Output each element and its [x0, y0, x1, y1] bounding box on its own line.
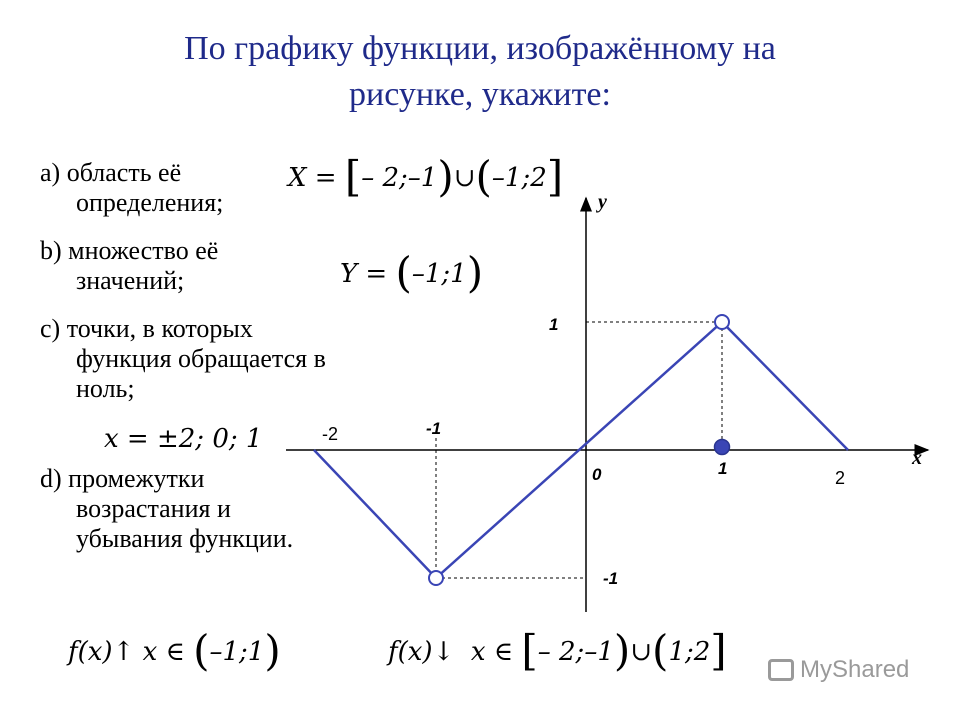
myshared-logo-icon: [768, 659, 794, 681]
item-d-line-2: возрастания и: [76, 494, 231, 523]
range-body: –1;1: [411, 259, 467, 289]
domain-right-paren-1: ): [437, 152, 454, 201]
tick-y-pos1: 1: [549, 315, 559, 334]
item-a-line-1: a) область её: [40, 158, 182, 187]
decreasing-left-bracket: [: [521, 626, 538, 675]
increasing-arrow-icon: ↑: [112, 637, 135, 667]
tick-x-pos2: 2: [835, 468, 846, 488]
item-a-line-2: определения;: [76, 188, 224, 217]
open-point-1-1: [715, 315, 729, 329]
increasing-body: –1;1: [209, 637, 265, 667]
title-line-2: рисунке, укажите:: [349, 76, 611, 113]
domain-left-paren-2: (: [475, 152, 492, 201]
domain-union: ∪: [453, 163, 476, 193]
tick-x-pos1: 1: [718, 459, 728, 478]
decreasing-right-bracket: ]: [710, 626, 727, 675]
title-line-1: По графику функции, изображённому на: [184, 30, 776, 67]
domain-right-bracket: ]: [546, 152, 564, 201]
decreasing-right-paren-1: ): [613, 626, 631, 675]
domain-lhs: X =: [288, 163, 345, 193]
decreasing-union: ∪: [630, 637, 653, 667]
increasing-fx: f(x): [68, 637, 113, 667]
watermark: [768, 656, 909, 684]
decreasing-arrow-icon: ↓: [432, 637, 455, 667]
open-point-neg1-neg1: [429, 571, 443, 585]
range-lhs: Y =: [340, 259, 396, 289]
tick-x-neg1: -1: [426, 419, 442, 438]
item-b-line-2: значений;: [76, 266, 185, 295]
axis-x-label: x: [912, 447, 922, 469]
axis-y-label: y: [598, 191, 607, 213]
watermark-text: MyShared: [800, 656, 910, 683]
item-b-line-1: b) множество её: [40, 236, 219, 265]
item-c-line-3: ноль;: [76, 374, 135, 403]
decreasing-fx: f(x): [388, 637, 433, 667]
item-d-line-3: убывания функции.: [76, 524, 294, 553]
decreasing-part-1: – 2;–1: [537, 637, 614, 667]
item-c-line-1: c) точки, в которых: [40, 314, 253, 343]
item-d-line-1: d) промежутки: [40, 464, 205, 493]
zeros-text: x = ±2; 0; 1: [104, 424, 263, 454]
increasing-right-paren: ): [264, 626, 281, 675]
range-right-paren: ): [466, 248, 484, 297]
increasing-x: x ∈: [142, 637, 194, 667]
domain-part-2: –1;2: [491, 163, 547, 193]
decreasing-x: x ∈: [470, 637, 522, 667]
increasing-left-paren: (: [193, 626, 210, 675]
decreasing-part-2: 1;2: [668, 637, 711, 667]
origin-label: 0: [592, 465, 602, 484]
range-left-paren: (: [395, 248, 412, 297]
domain-left-bracket: [: [344, 152, 362, 201]
tick-x-neg2: -2: [322, 424, 339, 444]
domain-part-1: – 2;–1: [361, 163, 438, 193]
item-c-line-2: функция обращается в: [76, 344, 326, 373]
filled-point-1-0: [715, 440, 730, 455]
tick-y-neg1: -1: [603, 569, 619, 588]
decreasing-left-paren-2: (: [652, 626, 669, 675]
